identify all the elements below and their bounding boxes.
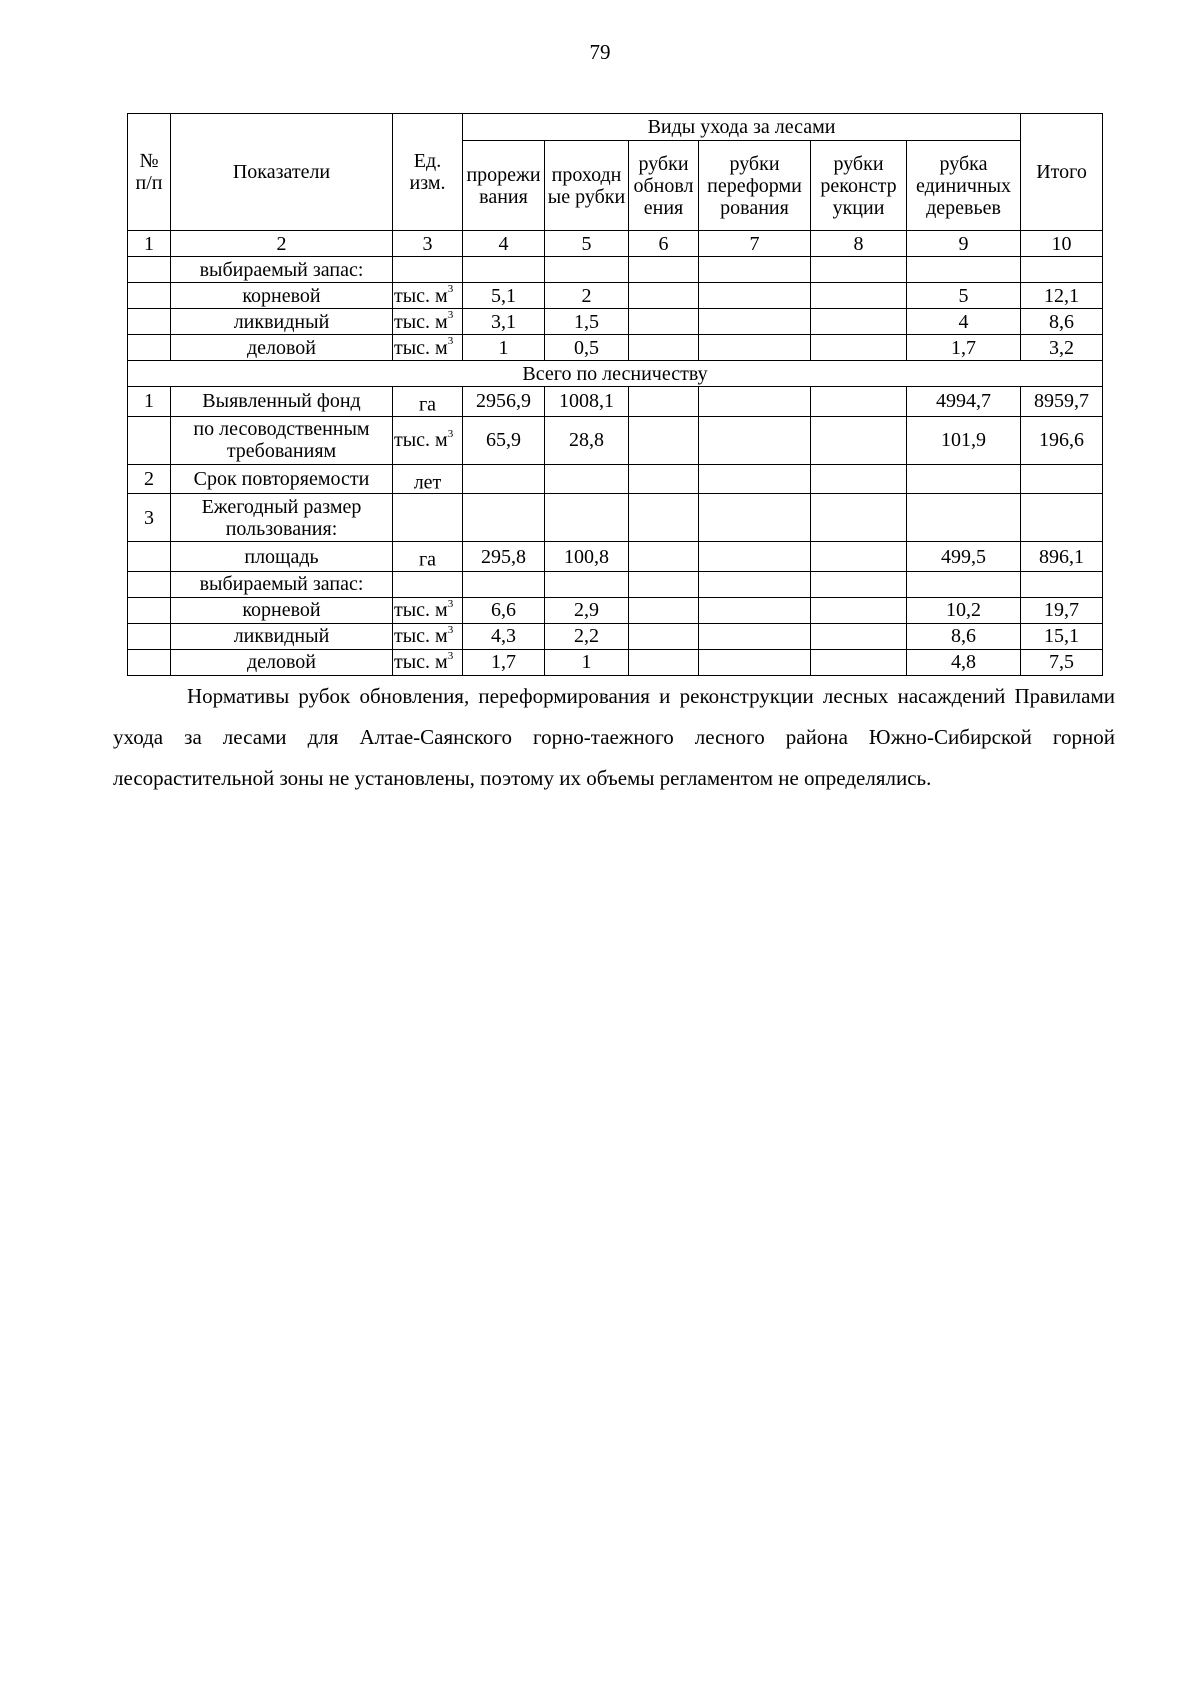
- unit-cell: [393, 335, 463, 361]
- value-cell-c6: [629, 416, 699, 464]
- value-cell-c6: [629, 309, 699, 335]
- value-cell-c10: 15,1: [1021, 623, 1103, 649]
- row-number-cell: [128, 623, 171, 649]
- value-cell-c7: [699, 257, 811, 283]
- row-number-cell: 1: [128, 387, 171, 417]
- body-paragraph: Нормативы рубок обновления, переформирования и реконструкции лесных насаждений Правилами ухода за лесами для Алтае-Саянского горно-таежного лесного района Южно-Сибирской горной лесорастительной зоны не установлены, поэтому их объемы регламентом не определялись.: [113, 684, 1115, 790]
- row-number-cell: [128, 283, 171, 309]
- value-cell-c4: 6,6: [463, 597, 545, 623]
- value-cell-c5: 100,8: [545, 542, 629, 572]
- unit-cell: [393, 571, 463, 597]
- unit-text: тыс. м: [394, 429, 448, 452]
- table-row: [128, 309, 1103, 335]
- table-row: [128, 597, 1103, 623]
- value-cell-c9: [907, 257, 1021, 283]
- value-cell-c9: 8,6: [907, 623, 1021, 649]
- value-cell-c8: [811, 623, 907, 649]
- value-cell-c4: [463, 257, 545, 283]
- value-cell-c10: 7,5: [1021, 649, 1103, 675]
- value-cell-c9: [907, 464, 1021, 494]
- unit-cell: [393, 597, 463, 623]
- header-total: Итого: [1021, 114, 1103, 231]
- value-cell-c9: 4: [907, 309, 1021, 335]
- row-number-cell: [128, 309, 171, 335]
- value-cell-c8: [811, 416, 907, 464]
- value-cell-c5: [545, 464, 629, 494]
- value-cell-c7: [699, 623, 811, 649]
- value-cell-c4: [463, 494, 545, 542]
- indicator-cell: корневой: [171, 597, 393, 623]
- value-cell-c5: 1,5: [545, 309, 629, 335]
- unit-superscript: 3: [447, 308, 454, 321]
- value-cell-c9: 4,8: [907, 649, 1021, 675]
- unit-superscript: 3: [447, 282, 454, 295]
- unit-cell: [393, 494, 463, 542]
- column-number: 4: [463, 231, 545, 257]
- value-cell-c7: [699, 335, 811, 361]
- unit-cell: [393, 309, 463, 335]
- indicator-cell: корневой: [171, 283, 393, 309]
- unit-cell: [393, 387, 463, 417]
- row-number-cell: 3: [128, 494, 171, 542]
- value-cell-c10: [1021, 494, 1103, 542]
- indicator-cell: Срок повторяемости: [171, 464, 393, 494]
- table-row: [128, 464, 1103, 494]
- table-body-part-1: [128, 257, 1103, 361]
- indicator-cell: выбираемый запас:: [171, 257, 393, 283]
- table-row: [128, 387, 1103, 417]
- row-number-cell: [128, 571, 171, 597]
- unit-text: тыс. м: [394, 310, 448, 333]
- table-row: [128, 416, 1103, 464]
- value-cell-c5: 1008,1: [545, 387, 629, 417]
- page-number: 79: [589, 40, 611, 64]
- unit-text: тыс. м: [394, 284, 448, 307]
- unit-superscript: 3: [447, 623, 454, 636]
- value-cell-c5: 28,8: [545, 416, 629, 464]
- column-number: 6: [629, 231, 699, 257]
- value-cell-c6: [629, 571, 699, 597]
- value-cell-c8: [811, 387, 907, 417]
- value-cell-c10: 12,1: [1021, 283, 1103, 309]
- header-type-reformation-cutting: рубки переформи рования: [699, 141, 811, 231]
- value-cell-c8: [811, 257, 907, 283]
- value-cell-c4: [463, 464, 545, 494]
- header-type-single-tree-cutting: рубка единичных деревьев: [907, 141, 1021, 231]
- table-row: [128, 335, 1103, 361]
- value-cell-c5: [545, 571, 629, 597]
- value-cell-c5: 0,5: [545, 335, 629, 361]
- unit-text: тыс. м: [394, 336, 448, 359]
- unit-text: тыс. м: [394, 599, 448, 622]
- section-title: Всего по лесничеству: [128, 361, 1103, 387]
- value-cell-c7: [699, 542, 811, 572]
- value-cell-c9: [907, 571, 1021, 597]
- row-number-cell: [128, 649, 171, 675]
- table-row: [128, 542, 1103, 572]
- header-num: № п/п: [128, 114, 171, 231]
- value-cell-c4: 1,7: [463, 649, 545, 675]
- column-number: 5: [545, 231, 629, 257]
- value-cell-c7: [699, 387, 811, 417]
- value-cell-c10: 896,1: [1021, 542, 1103, 572]
- header-unit: Ед. изм.: [393, 114, 463, 231]
- column-number: 1: [128, 231, 171, 257]
- value-cell-c8: [811, 464, 907, 494]
- value-cell-c10: 8,6: [1021, 309, 1103, 335]
- indicator-cell: площадь: [171, 542, 393, 572]
- value-cell-c7: [699, 416, 811, 464]
- value-cell-c7: [699, 464, 811, 494]
- table-row: [128, 494, 1103, 542]
- value-cell-c6: [629, 387, 699, 417]
- unit-cell: [393, 283, 463, 309]
- value-cell-c9: 499,5: [907, 542, 1021, 572]
- indicator-cell: выбираемый запас:: [171, 571, 393, 597]
- section-row-group: [128, 361, 1103, 387]
- row-number-cell: [128, 335, 171, 361]
- unit-superscript: 3: [447, 649, 454, 662]
- column-number: 3: [393, 231, 463, 257]
- value-cell-c5: 2: [545, 283, 629, 309]
- unit-superscript: 3: [447, 597, 454, 610]
- value-cell-c8: [811, 335, 907, 361]
- value-cell-c6: [629, 257, 699, 283]
- column-number: 10: [1021, 231, 1103, 257]
- value-cell-c4: 65,9: [463, 416, 545, 464]
- unit-cell: [393, 542, 463, 572]
- value-cell-c6: [629, 464, 699, 494]
- value-cell-c6: [629, 494, 699, 542]
- table-row: [128, 257, 1103, 283]
- row-number-cell: 2: [128, 464, 171, 494]
- table-row: [128, 649, 1103, 675]
- header-type-thinning: прорежи вания: [463, 141, 545, 231]
- value-cell-c4: 295,8: [463, 542, 545, 572]
- value-cell-c5: 2,2: [545, 623, 629, 649]
- value-cell-c10: 8959,7: [1021, 387, 1103, 417]
- value-cell-c6: [629, 649, 699, 675]
- indicator-cell: по лесоводственным требованиям: [171, 416, 393, 464]
- value-cell-c7: [699, 494, 811, 542]
- unit-superscript: 3: [447, 334, 454, 347]
- column-number: 9: [907, 231, 1021, 257]
- value-cell-c5: [545, 257, 629, 283]
- value-cell-c10: 19,7: [1021, 597, 1103, 623]
- value-cell-c9: 5: [907, 283, 1021, 309]
- value-cell-c4: 5,1: [463, 283, 545, 309]
- row-number-cell: [128, 542, 171, 572]
- indicator-cell: деловой: [171, 335, 393, 361]
- value-cell-c10: [1021, 464, 1103, 494]
- value-cell-c5: 2,9: [545, 597, 629, 623]
- indicator-cell: ликвидный: [171, 623, 393, 649]
- column-number: 2: [171, 231, 393, 257]
- indicator-cell: деловой: [171, 649, 393, 675]
- indicator-cell: ликвидный: [171, 309, 393, 335]
- value-cell-c10: 3,2: [1021, 335, 1103, 361]
- unit-text: га: [418, 548, 437, 571]
- value-cell-c10: 196,6: [1021, 416, 1103, 464]
- value-cell-c9: 10,2: [907, 597, 1021, 623]
- value-cell-c4: 4,3: [463, 623, 545, 649]
- unit-text: лет: [413, 471, 442, 494]
- value-cell-c6: [629, 623, 699, 649]
- value-cell-c7: [699, 309, 811, 335]
- unit-text: тыс. м: [394, 625, 448, 648]
- table-body-part-2: [128, 387, 1103, 676]
- column-number: 7: [699, 231, 811, 257]
- value-cell-c4: 3,1: [463, 309, 545, 335]
- value-cell-c4: 1: [463, 335, 545, 361]
- table-row: [128, 283, 1103, 309]
- value-cell-c7: [699, 649, 811, 675]
- row-number-cell: [128, 416, 171, 464]
- value-cell-c8: [811, 542, 907, 572]
- value-cell-c10: [1021, 571, 1103, 597]
- value-cell-c9: [907, 494, 1021, 542]
- value-cell-c7: [699, 597, 811, 623]
- header-type-passage-cutting: проходн ые рубки: [545, 141, 629, 231]
- row-number-cell: [128, 597, 171, 623]
- unit-cell: [393, 623, 463, 649]
- value-cell-c6: [629, 335, 699, 361]
- header-care-types-group: Виды ухода за лесами: [463, 114, 1021, 141]
- value-cell-c8: [811, 597, 907, 623]
- table-row: [128, 571, 1103, 597]
- value-cell-c8: [811, 649, 907, 675]
- unit-superscript: 3: [447, 427, 454, 440]
- value-cell-c7: [699, 283, 811, 309]
- indicator-cell: Ежегодный размер пользования:: [171, 494, 393, 542]
- value-cell-c6: [629, 283, 699, 309]
- value-cell-c5: [545, 494, 629, 542]
- value-cell-c9: 4994,7: [907, 387, 1021, 417]
- header-type-reconstruction-cutting: рубки реконстр укции: [811, 141, 907, 231]
- indicator-cell: Выявленный фонд: [171, 387, 393, 417]
- value-cell-c8: [811, 283, 907, 309]
- header-type-renewal-cutting: рубки обновл ения: [629, 141, 699, 231]
- header-indicator: Показатели: [171, 114, 393, 231]
- unit-text: га: [418, 393, 437, 416]
- value-cell-c8: [811, 571, 907, 597]
- unit-cell: [393, 649, 463, 675]
- unit-cell: [393, 464, 463, 494]
- value-cell-c4: [463, 571, 545, 597]
- row-number-cell: [128, 257, 171, 283]
- value-cell-c5: 1: [545, 649, 629, 675]
- value-cell-c8: [811, 494, 907, 542]
- value-cell-c6: [629, 542, 699, 572]
- value-cell-c10: [1021, 257, 1103, 283]
- unit-text: тыс. м: [394, 651, 448, 674]
- column-numbers-row: [128, 231, 1103, 257]
- value-cell-c7: [699, 571, 811, 597]
- unit-cell: [393, 257, 463, 283]
- value-cell-c8: [811, 309, 907, 335]
- column-number: 8: [811, 231, 907, 257]
- value-cell-c9: 1,7: [907, 335, 1021, 361]
- unit-cell: [393, 416, 463, 464]
- value-cell-c4: 2956,9: [463, 387, 545, 417]
- value-cell-c6: [629, 597, 699, 623]
- value-cell-c9: 101,9: [907, 416, 1021, 464]
- forest-care-table: [127, 113, 1103, 676]
- table-row: [128, 623, 1103, 649]
